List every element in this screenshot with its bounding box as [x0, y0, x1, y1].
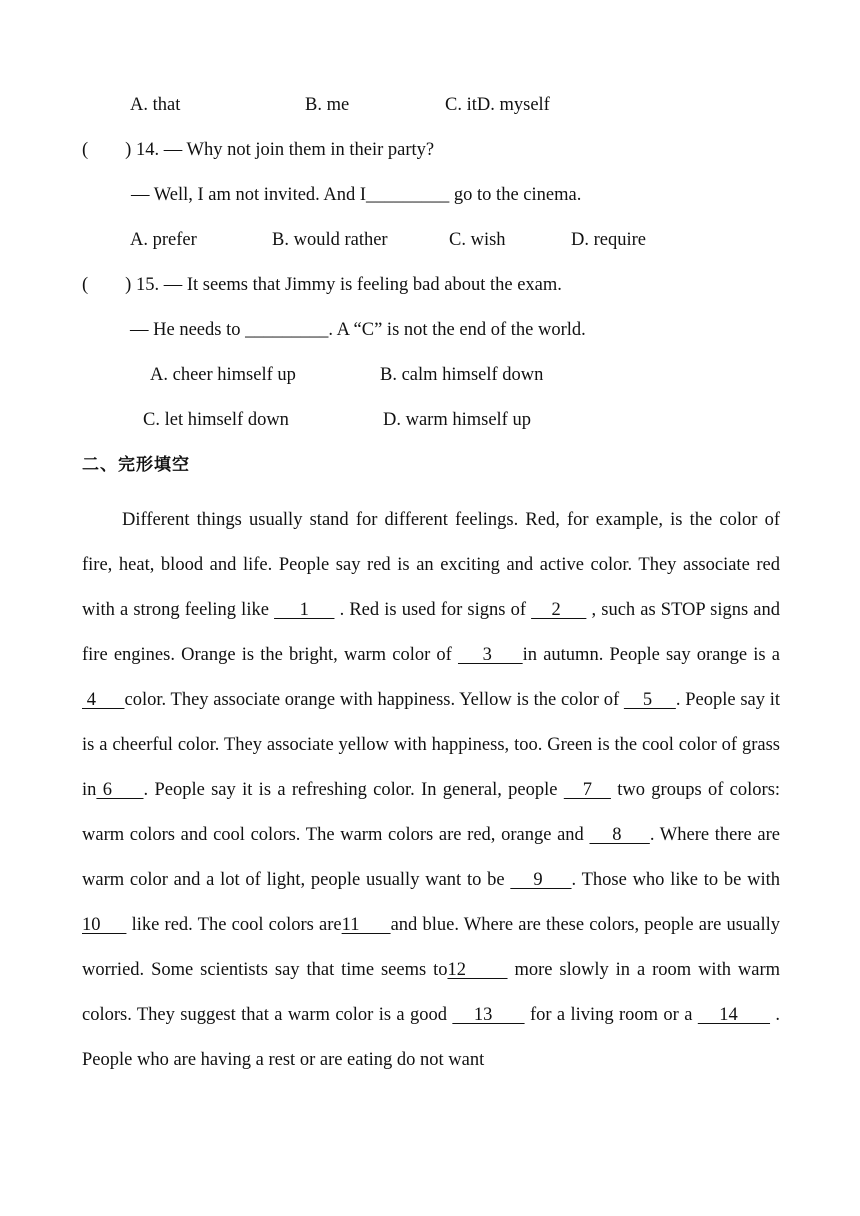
cloze-passage: [82, 498, 780, 1083]
blank-13[interactable]: 13: [452, 1005, 525, 1025]
q14-option-b: B. would rather: [272, 230, 388, 250]
q15-option-a: A. cheer himself up: [150, 365, 296, 385]
passage-text: color. They associate orange with happiness. Yellow is the color of: [124, 690, 624, 710]
blank-6[interactable]: 6: [96, 780, 144, 800]
q15-answer-line: [130, 319, 586, 341]
passage-text: . People say it is a cheerful color. They associate yellow with happiness, too. Green is the cool color of grass in: [82, 690, 781, 800]
blank-7[interactable]: 7: [563, 780, 611, 800]
q14-question: — Why not join them in their party?: [163, 140, 435, 160]
passage-text: like red. The cool colors are: [126, 915, 342, 935]
blank-11[interactable]: 11: [341, 915, 391, 935]
q14-option-a: A. prefer: [130, 230, 197, 250]
q14-answer-line: [131, 184, 581, 206]
blank-9[interactable]: 9: [510, 870, 572, 890]
q15-answer-blank[interactable]: _________: [245, 320, 329, 340]
passage-text: . Where there are warm color and a lot of light, people usually want to be: [82, 825, 780, 890]
q14-answer-before: — Well, I am not invited. And I: [131, 185, 367, 205]
blank-2[interactable]: 2: [531, 600, 587, 620]
passage-text: . Red is used for signs of: [334, 600, 532, 620]
q15-answer-after: . A “C” is not the end of the world.: [328, 320, 586, 340]
blank-8[interactable]: 8: [589, 825, 650, 845]
q14-option-d: D. require: [571, 230, 646, 250]
q14-option-c: C. wish: [449, 230, 506, 250]
q15-option-b: B. calm himself down: [380, 365, 544, 385]
q15-question: — It seems that Jimmy is feeling bad about the exam.: [163, 275, 562, 295]
passage-text: and blue. Where are these colors, people are usually worried. Some scientists say that time seems to: [82, 915, 780, 980]
blank-5[interactable]: 5: [623, 690, 676, 710]
q13-option-a: A. that: [130, 95, 181, 115]
q15-option-c: C. let himself down: [143, 410, 289, 430]
q15-question-line: [82, 274, 562, 296]
passage-text: in autumn. People say orange is a: [522, 645, 781, 665]
blank-12[interactable]: 12: [447, 960, 508, 980]
passage-text: Different things usually stand for different feelings. Red, for example, is the color of fire, heat, blood and life. People say red is an exciting and active color. They associate red with a strong feeling like: [82, 510, 780, 620]
q14-answer-after: go to the cinema.: [449, 185, 582, 205]
q15-option-d: D. warm himself up: [383, 410, 531, 430]
q13-option-c-d: C. itD. myself: [445, 95, 550, 115]
q15-answer-before: — He needs to: [130, 320, 246, 340]
q13-option-b: B. me: [305, 95, 350, 115]
passage-text: . Those who like to be with: [571, 870, 780, 890]
blank-14[interactable]: 14: [697, 1005, 771, 1025]
blank-3[interactable]: 3: [457, 645, 523, 665]
blank-1[interactable]: 1: [274, 600, 335, 620]
q14-question-line: [82, 139, 434, 161]
blank-4[interactable]: 4: [82, 690, 125, 710]
passage-text: . People who are having a rest or are eating do not want: [82, 1005, 781, 1070]
passage-text: . People say it is a refreshing color. In general, people: [143, 780, 564, 800]
q14-number: ( ) 14.: [82, 140, 160, 160]
section-heading-cloze: 二、完形填空: [82, 455, 190, 475]
passage-text: more slowly in a room with warm colors. They suggest that a warm color is a good: [82, 960, 781, 1025]
passage-text: two groups of colors: warm colors and cool colors. The warm colors are red, orange and: [82, 780, 781, 845]
passage-text: , such as STOP signs and fire engines. Orange is the bright, warm color of: [82, 600, 781, 665]
passage-text: for a living room or a: [524, 1005, 698, 1025]
blank-10[interactable]: 10: [82, 915, 127, 935]
q15-number: ( ) 15.: [82, 275, 160, 295]
q14-answer-blank[interactable]: _________: [366, 185, 450, 205]
